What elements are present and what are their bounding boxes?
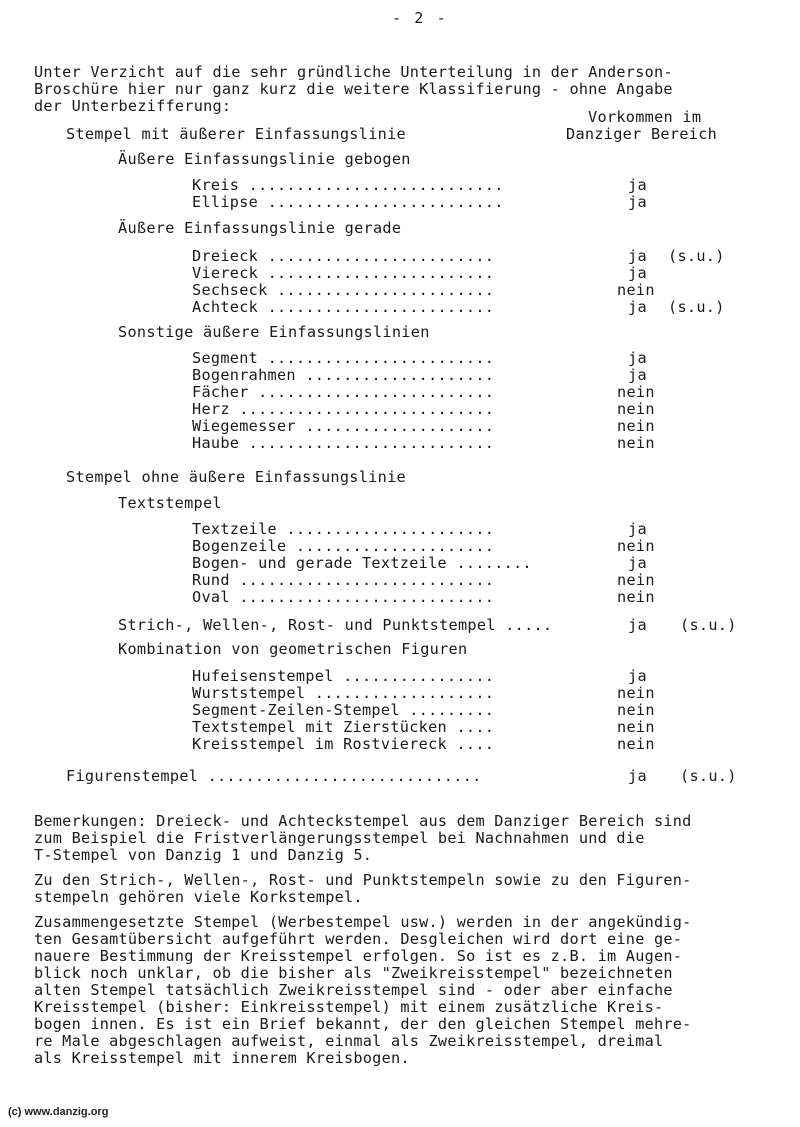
classification-row-label: Wurststempel ...................	[192, 684, 495, 702]
remarks-2-line-2: stempeln gehören viele Korkstempel.	[34, 888, 363, 906]
classification-row-label: Oval ...........................	[192, 588, 495, 606]
classification-row-value: ja	[628, 264, 647, 282]
remarks-3-line-3: nauere Bestimmung der Kreisstempel erfolgen. So ist es z.B. im Augen-	[34, 947, 683, 965]
subheading-straight: Äußere Einfassungslinie gerade	[118, 219, 402, 237]
subheading-other: Sonstige äußere Einfassungslinien	[118, 323, 430, 341]
classification-row-label: Textzeile ......................	[192, 520, 495, 538]
intro-line-2: Broschüre hier nur ganz kurz die weitere Klassifierung - ohne Angabe	[34, 80, 673, 98]
classification-row-value: nein	[617, 701, 655, 719]
column-header-line-2: Danziger Bereich	[566, 125, 718, 143]
classification-row-value: ja	[628, 520, 647, 538]
remarks-1-line-2: zum Beispiel die Fristverlängerungsstempel bei Nachnahmen und die	[34, 829, 645, 847]
remarks-3-line-8: re Male abgeschlagen aufweist, einmal als Zweikreisstempel, dreimal	[34, 1032, 664, 1050]
classification-row-value: nein	[617, 383, 655, 401]
classification-row-label: Ellipse .........................	[192, 193, 504, 211]
classification-row-value: nein	[617, 281, 655, 299]
classification-row-value: ja	[628, 366, 647, 384]
classification-row-value: nein	[617, 735, 655, 753]
classification-row-label: Achteck ........................	[192, 298, 495, 316]
intro-line-3: der Unterbezifferung:	[34, 97, 232, 115]
classification-row-label: Rund ...........................	[192, 571, 495, 589]
classification-row-label: Segment ........................	[192, 349, 495, 367]
classification-row-value: ja	[628, 176, 647, 194]
classification-row-label: Bogenzeile .....................	[192, 537, 495, 555]
remarks-1-line-1: Bemerkungen: Dreieck- und Achteckstempel aus dem Danziger Bereich sind	[34, 812, 692, 830]
intro-line-1: Unter Verzicht auf die sehr gründliche Unterteilung in der Anderson-	[34, 63, 673, 81]
remarks-3-line-6: Kreisstempel (bisher: Einkreisstempel) mit einem zusätzliche Kreis-	[34, 998, 664, 1016]
classification-row-label: Viereck ........................	[192, 264, 495, 282]
classification-row-value: ja	[628, 667, 647, 685]
classification-row-value: nein	[617, 537, 655, 555]
classification-row-value: nein	[617, 400, 655, 418]
classification-row-value: ja	[628, 298, 647, 316]
classification-row-note: (s.u.)	[668, 247, 725, 265]
remarks-2-line-1: Zu den Strich-, Wellen-, Rost- und Punktstempeln sowie zu den Figuren-	[34, 871, 692, 889]
classification-row-label: Herz ...........................	[192, 400, 495, 418]
row-strich-label: Strich-, Wellen-, Rost- und Punktstempel .....	[118, 616, 553, 634]
classification-row-label: Fächer .........................	[192, 383, 495, 401]
row-strich-note: (s.u.)	[680, 616, 737, 634]
row-strich-value: ja	[628, 616, 647, 634]
classification-row-value: ja	[628, 247, 647, 265]
classification-row-label: Bogen- und gerade Textzeile ........	[192, 554, 532, 572]
remarks-1-line-3: T-Stempel von Danzig 1 und Danzig 5.	[34, 846, 373, 864]
classification-row-label: Textstempel mit Zierstücken ....	[192, 718, 495, 736]
classification-row-value: nein	[617, 684, 655, 702]
remarks-3-line-4: blick noch unklar, ob die bisher als "Zweikreisstempel" bezeichneten	[34, 964, 673, 982]
subheading-bent: Äußere Einfassungslinie gebogen	[118, 150, 411, 168]
classification-row-label: Bogenrahmen ....................	[192, 366, 495, 384]
classification-row-label: Haube ..........................	[192, 434, 495, 452]
classification-row-label: Segment-Zeilen-Stempel .........	[192, 701, 495, 719]
remarks-3-line-9: als Kreisstempel mit innerem Kreisbogen.	[34, 1049, 410, 1067]
classification-row-label: Dreieck ........................	[192, 247, 495, 265]
classification-row-value: ja	[628, 193, 647, 211]
classification-row-label: Kreisstempel im Rostviereck ....	[192, 735, 495, 753]
classification-row-value: nein	[617, 571, 655, 589]
classification-row-label: Wiegemesser ....................	[192, 417, 495, 435]
classification-row-note: (s.u.)	[668, 298, 725, 316]
remarks-3-line-7: bogen innen. Es ist ein Brief bekannt, der den gleichen Stempel mehre-	[34, 1015, 692, 1033]
row-figuren-note: (s.u.)	[680, 767, 737, 785]
classification-row-value: ja	[628, 554, 647, 572]
subheading-textstempel: Textstempel	[118, 494, 222, 512]
classification-row-label: Hufeisenstempel ................	[192, 667, 495, 685]
classification-row-label: Sechseck .......................	[192, 281, 495, 299]
copyright-footer: (c) www.danzig.org	[8, 1106, 109, 1118]
subheading-combination: Kombination von geometrischen Figuren	[118, 640, 468, 658]
classification-row-value: nein	[617, 718, 655, 736]
row-figuren-value: ja	[628, 767, 647, 785]
remarks-3-line-5: alten Stempel tatsächlich Zweikreisstempel sind - oder aber einfache	[34, 981, 673, 999]
classification-row-label: Kreis ...........................	[192, 176, 504, 194]
row-figuren-label: Figurenstempel .............................	[66, 767, 482, 785]
section-heading-with-border: Stempel mit äußerer Einfassungslinie	[66, 125, 406, 143]
remarks-3-line-2: ten Gesamtübersicht aufgeführt werden. Desgleichen wird dort eine ge-	[34, 930, 683, 948]
classification-row-value: nein	[617, 588, 655, 606]
remarks-3-line-1: Zusammengesetzte Stempel (Werbestempel usw.) werden in der angekündig-	[34, 913, 692, 931]
column-header-line-1: Vorkommen im	[588, 108, 702, 126]
section-heading-without-border: Stempel ohne äußere Einfassungslinie	[66, 468, 406, 486]
page-number: - 2 -	[392, 9, 448, 27]
classification-row-value: nein	[617, 417, 655, 435]
classification-row-value: ja	[628, 349, 647, 367]
classification-row-value: nein	[617, 434, 655, 452]
